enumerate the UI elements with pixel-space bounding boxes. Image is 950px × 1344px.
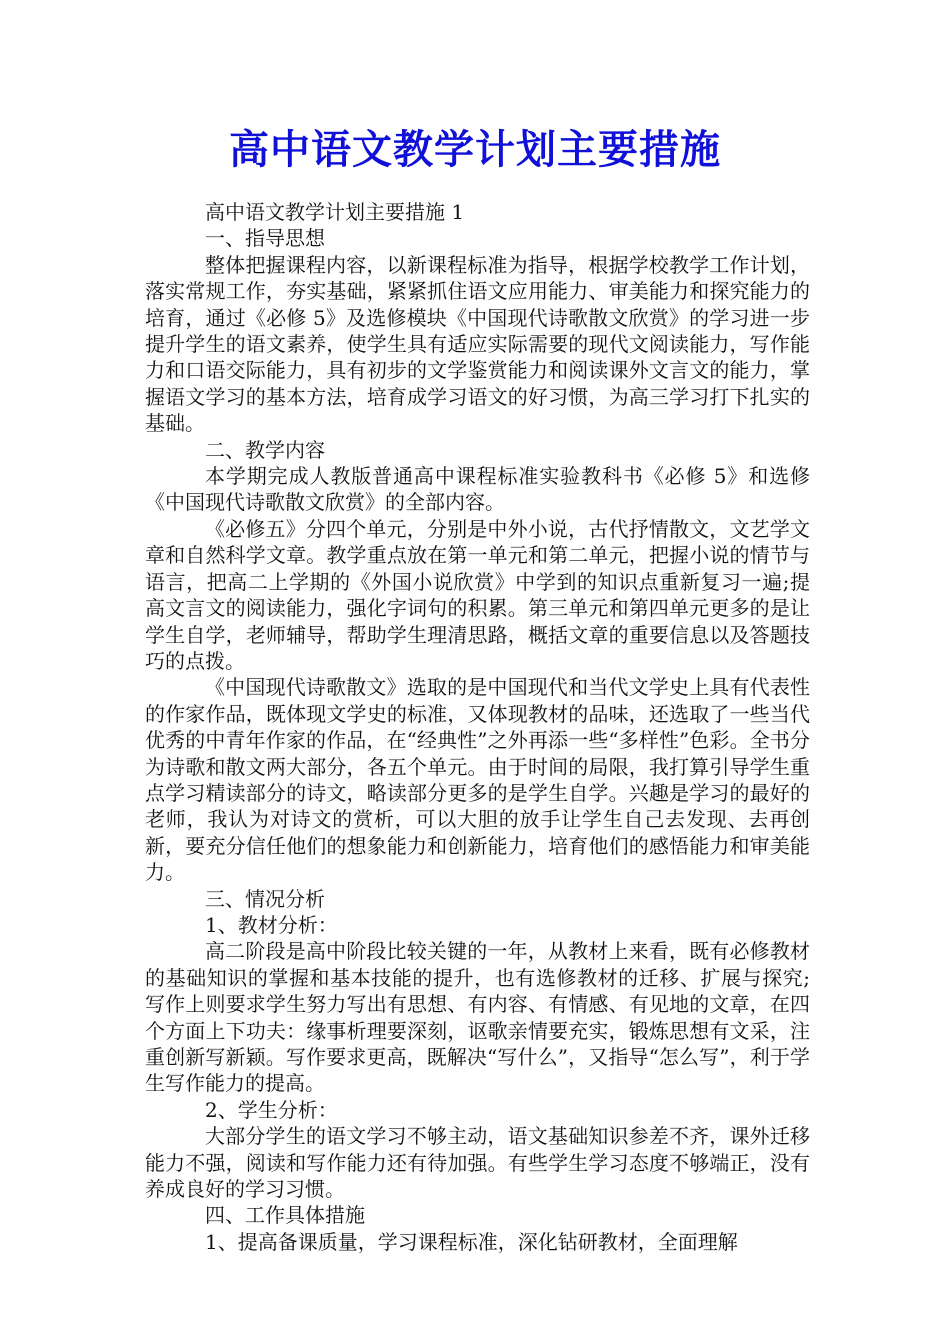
subsection-heading: 2、学生分析： — [205, 1097, 338, 1122]
document-body — [145, 199, 810, 1255]
section-heading: 一、指导思想 — [205, 226, 325, 251]
body-paragraph: 大部分学生的语文学习不够主动，语文基础知识参差不齐，课外迁移能力不强，阅读和写作能力还有待加强。有些学生学习态度不够端正，没有养成良好的学习习惯。 — [145, 1124, 810, 1202]
body-paragraph: 《中国现代诗歌散文》选取的是中国现代和当代文学史上具有代表性的作家作品，既体现文学史的标准，又体现教材的品味，还选取了一些当代优秀的中青年作家的作品，在“经典性”之外再添一些“多样性”色彩。全书分为诗歌和散文两大部分，各五个单元。由于时间的局限，我打算引导学生重点学习精读部分的诗文，略读部分更多的是学生自学。兴趣是学习的最好的老师，我认为对诗文的赏析，可以大胆的放手让学生自己去发现、去再创新，要充分信任他们的想象能力和创新能力，培育他们的感悟能力和审美能力。 — [145, 675, 810, 885]
section-heading: 二、教学内容 — [205, 437, 325, 462]
section-heading: 高中语文教学计划主要措施 1 — [205, 200, 465, 224]
section-heading: 四、工作具体措施 — [205, 1203, 365, 1228]
body-paragraph: 高二阶段是高中阶段比较关键的一年，从教材上来看，既有必修教材的基础知识的掌握和基本技能的提升，也有选修教材的迁移、扩展与探究;写作上则要求学生努力写出有思想、有内容、有情感、有见地的文章，在四个方面上下功夫：缘事析理要深刻，讴歌亲情要充实，锻炼思想有文采，注重创新写新颖。写作要求更高，既解决“写什么”，又指导“怎么写”，利于学生写作能力的提高。 — [145, 939, 810, 1096]
body-paragraph: 本学期完成人教版普通高中课程标准实验教科书《必修 5》和选修《中国现代诗歌散文欣赏》的全部内容。 — [145, 464, 810, 515]
subsection-heading: 1、教材分析： — [205, 912, 338, 937]
body-paragraph: 《必修五》分四个单元，分别是中外小说，古代抒情散文，文艺学文章和自然科学文章。教学重点放在第一单元和第二单元，把握小说的情节与语言，把高二上学期的《外国小说欣赏》中学到的知识点重新复习一遍;提高文言文的阅读能力，强化字词句的积累。第三单元和第四单元更多的是让学生自学，老师辅导，帮助学生理清思路，概括文章的重要信息以及答题技巧的点拨。 — [145, 516, 810, 673]
body-paragraph: 整体把握课程内容，以新课程标准为指导，根据学校教学工作计划，落实常规工作，夯实基础，紧紧抓住语文应用能力、审美能力和探究能力的培育，通过《必修 5》及选修模块《中国现代诗歌散文欣赏》的学习进一步提升学生的语文素养，使学生具有适应实际需要的现代文阅读能力，写作能力和口语交际能力，具有初步的文学鉴赏能力和阅读课外文言文的能力，掌握语文学习的基本方法，培育成学习语文的好习惯，为高三学习打下扎实的基础。 — [145, 252, 810, 436]
body-paragraph: 1、提高备课质量，学习课程标准，深化钻研教材，全面理解 — [205, 1229, 738, 1254]
section-heading: 三、情况分析 — [205, 886, 325, 911]
document-title: 高中语文教学计划主要措施 — [229, 126, 721, 173]
